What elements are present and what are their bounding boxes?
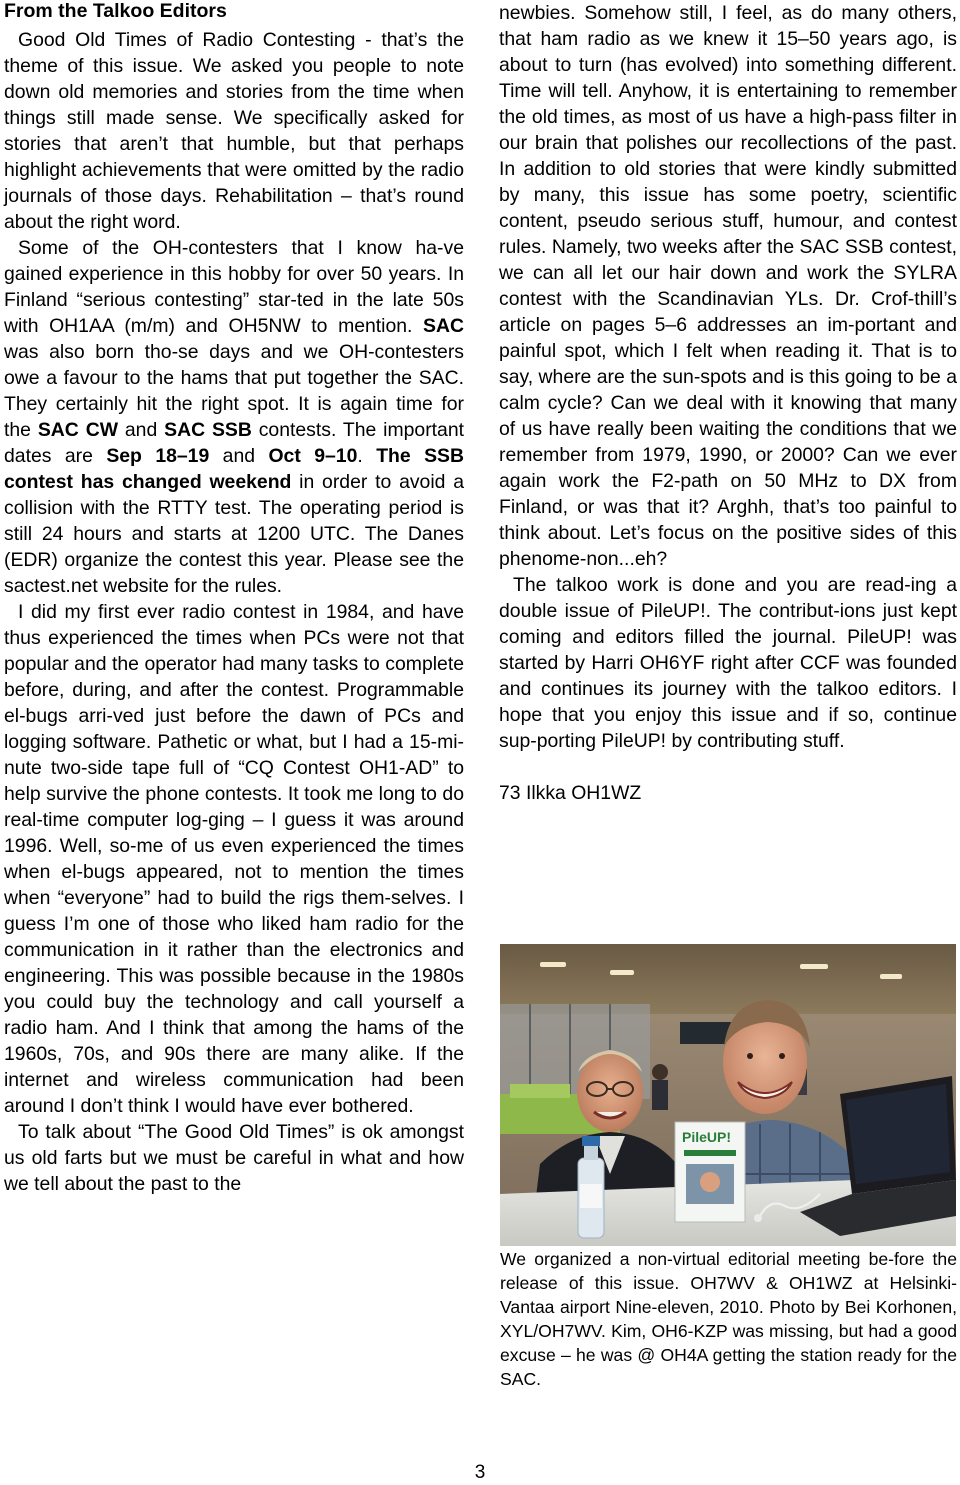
magazine-title-text: PileUP! (682, 1129, 732, 1145)
paragraph-sac: Some of the OH-contesters that I know ha-ve gained experience in this hobby for over 50 years. In Finland “serious contesting” star-ted in the late 50s with OH1AA (m/m) and OH5NW to mention. SAC was also born tho-se days and we OH-contesters owe a favour to the hams that put together the SAC. They certainly hit the right spot. It is again time for the SAC CW and SAC SSB contests. The important dates are Sep 18–19 and Oct 9–10. The SSB contest has changed weekend in order to avoid a collision with the RTTY test. The operating period is still 24 hours and starts at 1200 UTC. The Danes (EDR) organize the contest this year. Please see the sactest.net website for the rules. (4, 237, 465, 597)
article-heading: From the Talkoo Editors (4, 0, 227, 22)
signature: 73 Ilkka OH1WZ (499, 782, 642, 804)
date-sep-bold: Sep 18–19 (106, 445, 210, 467)
sac-cw-bold: SAC CW (37, 419, 118, 441)
sac-bold: SAC (423, 315, 464, 337)
page-number: 3 (474, 1462, 486, 1483)
left-column (4, 0, 464, 1197)
paragraph-intro: Good Old Times of Radio Contesting - that’s the theme of this issue. We asked you people to note down old memories and stories from the time when things still made sense. We specifically asked for stories that aren’t that humble, but that perhaps highlight achievements that were omitted by the radio journals of those days. Rehabilitation – that’s round about the right word. (4, 29, 464, 233)
date-oct-bold: Oct 9–10 (268, 445, 358, 467)
right-column (499, 0, 957, 806)
ssb-changed-bold: The SSB contest has changed weekend (4, 445, 464, 493)
photo-caption: We organized a non-virtual editorial meeting be-fore the release of this issue. OH7WV & OH1WZ at Helsinki-Vantaa airport Nine-eleven, 2010. Photo by Bei Korhonen, XYL/OH7WV. Kim, OH6-KZP was missing, but had a good excuse – he was @ OH4A getting the station ready for the SAC. (500, 1249, 957, 1389)
paragraph-talkoo-work: The talkoo work is done and you are read-ing a double issue of PileUP!. The contribut-ions just kept coming and editors filled the journal. PileUP! was started by Harri OH6YF right after CCF was founded and continues its journey with the talkoo editors. I hope that you enjoy this issue and if so, continue sup-porting PileUP! by contributing stuff. (499, 574, 957, 752)
sac-ssb-bold: SAC SSB (164, 419, 252, 441)
editors-photo (500, 944, 956, 1246)
paragraph-good-old-times: To talk about “The Good Old Times” is ok amongst us old farts but we must be careful in what and how we tell about the past to the (4, 1121, 464, 1195)
paragraph-first-contest: I did my first ever radio contest in 1984, and have thus experienced the times when PCs were not that popular and the operator had many tasks to complete before, during, and after the contest. Programmable el-bugs arri-ved just before the dawn of PCs and logging software. Pathetic or what, but I had a 15-mi-nute two-side tape full of “CQ Contest OH1-AD” to help survive the phone contests. It took me long to do real-time computer log-ging – I guess it was around 1996. Well, so-me of us even experienced the times when el-bugs appeared, not to mention the times when “everyone” had to build the rigs them-selves. I guess I’m one of those who liked ham radio for the communication in it rather than the electronics and engineering. This was possible because in the 1980s you could buy the technology and call yourself a radio ham. And I think that among the hams of the 1960s, 70s, and 90s there are many alike. If the internet and wireless communication had been around I don’t think I would have ever bothered. (4, 601, 464, 1117)
paragraph-newbies: newbies. Somehow still, I feel, as do many others, that ham radio as we knew it 15–50 years ago, is about to turn (has evolved) into something different. Time will tell. Anyhow, it is entertaining to remember the old times, as most of us have a high-pass filter in our brain that polishes our recollections of the past. In addition to old stories that were kindly submitted by many, this issue has some poetry, scientific content, pseudo serious stuff, humour, and contest rules. Namely, two weeks after the SAC SSB contest, we can all let our hair down and work the SYLRA contest with the Scandinavian YLs. Dr. Crof-thill’s article on pages 5–6 addresses an im-portant and painful spot, which I felt when reading it. That is to say, where are the sun-spots and is this going to be a calm cycle? Can we deal with it knowing that many of us have really been waiting the conditions that we remember from 1979, 1990, or 2000? Can we ever again work the F2-path on 50 MHz to DX from Finland, or was that it? Arghh, that’s too painful to think about. Let’s focus on the positive sides of this phenome-non...eh? (499, 2, 957, 570)
editors-photo-illustration (500, 944, 956, 1246)
